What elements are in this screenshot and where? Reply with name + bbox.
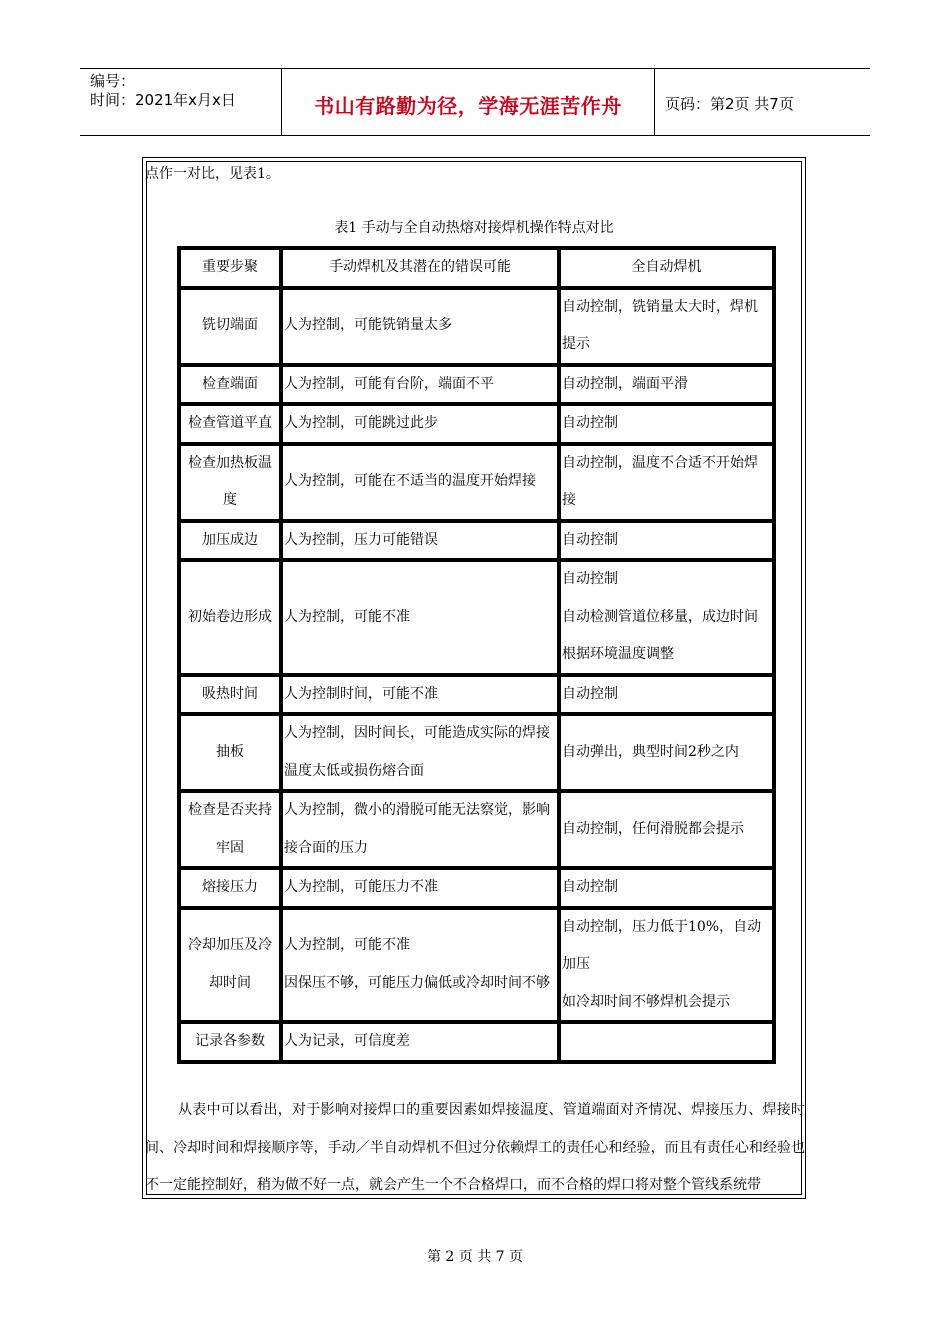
cell-manual: 人为控制，可能铣销量太多 (281, 288, 559, 365)
header-motto: 书山有路勤为径，学海无涯苦作舟 (314, 94, 622, 118)
intro-text: 点作一对比，见表1。 (145, 166, 280, 182)
table-row (179, 714, 774, 791)
doc-date: 时间：2021年x月x日 (90, 91, 236, 109)
table-row (179, 908, 774, 1023)
cell-automatic (559, 908, 774, 1023)
table-row (179, 1022, 774, 1062)
cell-automatic (559, 560, 774, 675)
cell-step: 熔接压力 (179, 868, 281, 908)
cell-manual-line: 因保压不够，可能压力偏低或冷却时间不够 (284, 974, 550, 991)
cell-automatic: 自动控制 (559, 675, 774, 715)
cell-automatic: 自动控制 (559, 521, 774, 561)
cell-manual (281, 908, 559, 1023)
column-header-step: 重要步聚 (179, 248, 281, 288)
cell-manual: 人为控制，可能在不适当的温度开始焊接 (281, 444, 559, 521)
cell-step: 记录各参数 (179, 1022, 281, 1062)
cell-manual: 人为控制，可能不准 (281, 560, 559, 675)
cell-automatic: 自动控制 (559, 404, 774, 444)
cell-step: 检查是否夹持牢固 (179, 791, 281, 868)
cell-automatic-line: 自动控制，压力低于10%，自动加压 (562, 918, 762, 972)
cell-step: 加压成边 (179, 521, 281, 561)
table-row (179, 521, 774, 561)
cell-automatic: 自动控制 (559, 868, 774, 908)
cell-automatic-line: 如冷却时间不够焊机会提示 (562, 993, 730, 1010)
header-divider-right (654, 68, 655, 136)
column-header-automatic: 全自动焊机 (559, 248, 774, 288)
cell-automatic: 自动控制，温度不合适不开始焊接 (559, 444, 774, 521)
cell-automatic: 自动弹出，典型时间2秒之内 (559, 714, 774, 791)
cell-step: 吸热时间 (179, 675, 281, 715)
page-footer: 第 2 页 共 7 页 (426, 1249, 524, 1265)
cell-step: 抽板 (179, 714, 281, 791)
cell-automatic (559, 1022, 774, 1062)
header-bottom-rule (80, 135, 870, 136)
cell-manual: 人为控制，压力可能错误 (281, 521, 559, 561)
header-top-rule (80, 68, 870, 69)
table-row (179, 560, 774, 675)
table-row (179, 444, 774, 521)
cell-automatic-line: 自动控制 (562, 571, 618, 587)
cell-manual: 人为控制，微小的滑脱可能无法察觉，影响接合面的压力 (281, 791, 559, 868)
comparison-table (177, 246, 776, 1064)
cell-automatic: 自动控制，任何滑脱都会提示 (559, 791, 774, 868)
table-row (179, 404, 774, 444)
table-header-row (179, 248, 774, 288)
cell-step: 检查端面 (179, 365, 281, 405)
cell-manual: 人为控制时间，可能不准 (281, 675, 559, 715)
cell-manual-line: 人为控制，可能不准 (284, 937, 410, 954)
table-row (179, 288, 774, 365)
column-header-manual: 手动焊机及其潜在的错误可能 (281, 248, 559, 288)
table-row (179, 868, 774, 908)
cell-manual: 人为控制，可能压力不准 (281, 868, 559, 908)
cell-automatic: 自动控制，铣销量太大时，焊机提示 (559, 288, 774, 365)
body-paragraph: 从表中可以看出，对于影响对接焊口的重要因素如焊接温度、管道端面对齐情况、焊接压力、焊接时间、冷却时间和焊接顺序等，手动／半自动焊机不但过分依赖焊工的责任心和经验，而且有责任心和经验也不一定能控制好，稍为做不好一点，就会产生一个不合格焊口，而不合格的焊口将对整个管线系统带 (145, 1102, 805, 1193)
cell-step: 铣切端面 (179, 288, 281, 365)
doc-number: 编号： (90, 72, 136, 90)
table-caption: 表1 手动与全自动热熔对接焊机操作特点对比 (334, 220, 614, 236)
table-row (179, 365, 774, 405)
cell-manual: 人为控制，可能有台阶，端面不平 (281, 365, 559, 405)
cell-manual: 人为记录，可信度差 (281, 1022, 559, 1062)
cell-step: 冷却加压及冷却时间 (179, 908, 281, 1023)
cell-automatic-line: 自动检测管道位移量，成边时间根据环境温度调整 (562, 608, 758, 662)
table-row (179, 675, 774, 715)
cell-automatic: 自动控制，端面平滑 (559, 365, 774, 405)
cell-step: 检查管道平直 (179, 404, 281, 444)
cell-manual: 人为控制，可能跳过此步 (281, 404, 559, 444)
cell-step: 检查加热板温度 (179, 444, 281, 521)
table-row (179, 791, 774, 868)
header-meta (90, 72, 236, 110)
cell-manual: 人为控制，因时间长，可能造成实际的焊接温度太低或损伤熔合面 (281, 714, 559, 791)
cell-step: 初始卷边形成 (179, 560, 281, 675)
header-page-number: 页码：第2页 共7页 (665, 95, 794, 113)
